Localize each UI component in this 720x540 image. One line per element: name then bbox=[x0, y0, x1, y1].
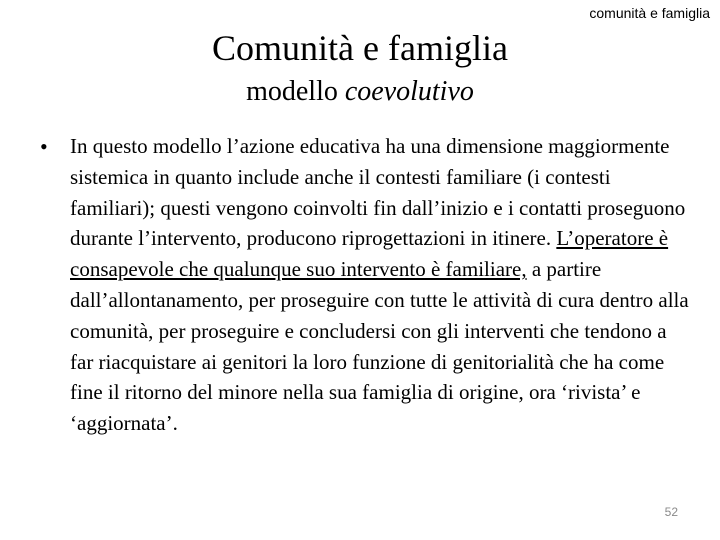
subtitle-italic: coevolutivo bbox=[344, 76, 474, 107]
slide-subtitle bbox=[0, 74, 720, 110]
bullet-text-part2: a partire dall’allontanamento, per proseguire con tutte le attività di cura dentro alla comunità, per proseguire e concludersi con gli interventi che tendono a far riacquistare ai genitori la loro funzione di genitorialità che ha come fine il ritorno del minore nella sua famiglia di origine, ora ‘rivista’ e ‘aggiornata’. bbox=[70, 257, 689, 436]
header-tag: comunità e famiglia bbox=[589, 5, 710, 21]
slide-title: Comunità e famiglia bbox=[212, 28, 508, 68]
bullet-text bbox=[70, 131, 690, 439]
bullet-text-part1: In questo modello l’azione educativa ha una dimensione maggiormente sistemica in quanto include anche il contesti familiare (i contesti familiari); questi vengono coinvolti fin dall’inizio e i contatti proseguono durante l’intervento, producono riprogettazioni in itinere. bbox=[70, 134, 686, 251]
page-number: 52 bbox=[664, 505, 678, 519]
bullet-list bbox=[40, 131, 700, 439]
subtitle-plain: modello bbox=[246, 76, 345, 107]
bullet-marker-icon: • bbox=[40, 134, 48, 159]
bullet-text-underlined: L’operatore è consapevole che qualunque suo intervento è familiare, bbox=[70, 226, 669, 282]
bullet-item bbox=[40, 131, 700, 439]
